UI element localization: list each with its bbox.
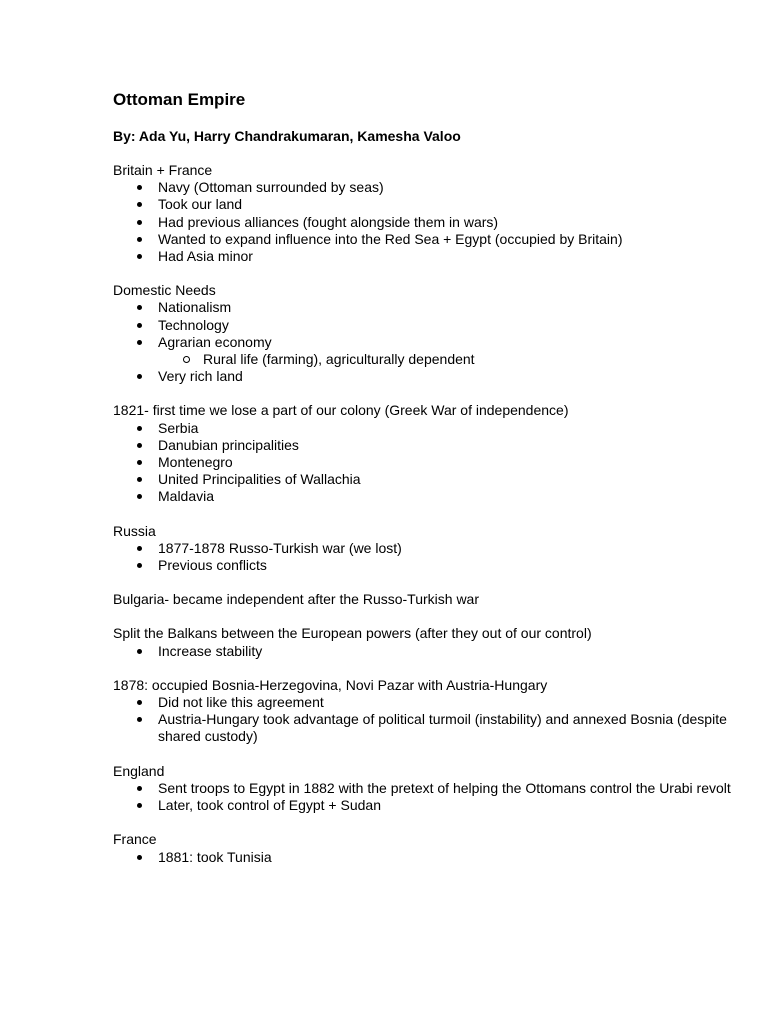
list-item-text: Previous conflicts — [158, 557, 267, 574]
list-item — [113, 214, 733, 231]
list-item-text: Maldavia — [158, 488, 215, 505]
list-item-text: Took our land — [158, 196, 243, 213]
list-item-text: 1881: took Tunisia — [158, 848, 272, 865]
bullet-list — [113, 780, 733, 814]
list-item-text: Had previous alliances (fought alongside them in wars) — [158, 213, 499, 230]
bullet-icon — [137, 185, 142, 190]
list-item — [113, 849, 733, 866]
bullet-icon — [137, 374, 142, 379]
bullet-icon — [137, 220, 142, 225]
list-item — [113, 196, 733, 213]
bullet-icon — [137, 460, 142, 465]
list-item — [113, 231, 733, 248]
section-heading: Split the Balkans between the European powers (after they out of our control) — [113, 625, 592, 642]
list-item-text: Danubian principalities — [158, 436, 299, 453]
list-item-text: Wanted to expand influence into the Red Sea + Egypt (occupied by Britain) — [158, 230, 623, 247]
bullet-icon — [137, 237, 142, 242]
hollow-bullet-icon — [183, 356, 190, 363]
bullet-icon — [137, 855, 142, 860]
sub-list-item — [113, 351, 733, 368]
document-authors: By: Ada Yu, Harry Chandrakumaran, Kamesha Valoo — [113, 128, 461, 144]
list-item-text: Austria-Hungary took advantage of political turmoil (instability) and annexed Bosnia (despite shared custody) — [158, 711, 727, 745]
list-item-text: Very rich land — [158, 368, 243, 385]
bullet-icon — [137, 563, 142, 568]
sub-list-item-text: Rural life (farming), agriculturally dependent — [203, 351, 475, 368]
bullet-icon — [137, 426, 142, 431]
bullet-icon — [137, 700, 142, 705]
list-item — [113, 437, 733, 454]
bullet-icon — [137, 254, 142, 259]
section-domestic-needs — [113, 282, 733, 385]
section-heading: 1878: occupied Bosnia-Herzegovina, Novi Pazar with Austria-Hungary — [113, 676, 548, 693]
section-heading: England — [113, 762, 165, 779]
list-item — [113, 694, 733, 711]
bullet-icon — [137, 546, 142, 551]
bullet-icon — [137, 477, 142, 482]
section-bulgaria — [113, 591, 733, 608]
bullet-list — [113, 643, 733, 660]
list-item-text: Nationalism — [158, 299, 232, 316]
bullet-icon — [137, 443, 142, 448]
list-item-text: Sent troops to Egypt in 1882 with the pretext of helping the Ottomans control the Urabi revolt — [158, 779, 731, 796]
list-item-text: Technology — [158, 316, 229, 333]
bullet-icon — [137, 340, 142, 345]
list-item-text: Later, took control of Egypt + Sudan — [158, 797, 381, 814]
bullet-icon — [137, 202, 142, 207]
section-balkans — [113, 625, 733, 659]
section-heading: 1821- first time we lose a part of our colony (Greek War of independence) — [113, 402, 569, 419]
list-item — [113, 471, 733, 488]
section-heading: Britain + France — [113, 162, 213, 178]
list-item-text: Increase stability — [158, 642, 263, 659]
list-item — [113, 334, 733, 351]
bullet-list — [113, 849, 733, 866]
bullet-icon — [137, 649, 142, 654]
list-item-text: Did not like this agreement — [158, 694, 324, 711]
bullet-icon — [137, 323, 142, 328]
document-page — [113, 88, 733, 866]
bullet-icon — [137, 717, 142, 722]
bullet-icon — [137, 786, 142, 791]
list-item — [113, 711, 733, 745]
list-item-text: Navy (Ottoman surrounded by seas) — [158, 179, 384, 196]
section-1821 — [113, 402, 733, 505]
bullet-list — [113, 368, 733, 385]
list-item — [113, 368, 733, 385]
section-england — [113, 763, 733, 815]
section-russia — [113, 523, 733, 575]
list-item — [113, 797, 733, 814]
list-item — [113, 299, 733, 316]
bullet-list — [113, 179, 733, 265]
bullet-list — [113, 694, 733, 746]
list-item-text: Serbia — [158, 419, 199, 436]
list-item-text: United Principalities of Wallachia — [158, 471, 361, 488]
section-heading: Russia — [113, 522, 156, 539]
list-item — [113, 643, 733, 660]
list-item-text: Had Asia minor — [158, 248, 253, 265]
list-item — [113, 780, 733, 797]
list-item — [113, 454, 733, 471]
sub-bullet-list — [113, 351, 733, 368]
section-britain-france — [113, 162, 733, 265]
list-item — [113, 248, 733, 265]
bullet-icon — [137, 305, 142, 310]
list-item — [113, 540, 733, 557]
bullet-icon — [137, 803, 142, 808]
bullet-list — [113, 299, 733, 351]
section-france — [113, 831, 733, 865]
list-item — [113, 488, 733, 505]
list-item-text: Montenegro — [158, 454, 233, 471]
list-item-text: Agrarian economy — [158, 333, 272, 350]
bullet-icon — [137, 494, 142, 499]
list-item — [113, 179, 733, 196]
section-1878 — [113, 677, 733, 746]
bullet-list — [113, 420, 733, 506]
list-item — [113, 420, 733, 437]
list-item-text: 1877-1878 Russo-Turkish war (we lost) — [158, 539, 402, 556]
section-heading: France — [113, 831, 157, 848]
document-title: Ottoman Empire — [113, 90, 246, 109]
bullet-list — [113, 540, 733, 574]
section-heading: Bulgaria- became independent after the Russo-Turkish war — [113, 591, 480, 608]
section-heading: Domestic Needs — [113, 282, 216, 299]
list-item — [113, 317, 733, 334]
list-item — [113, 557, 733, 574]
